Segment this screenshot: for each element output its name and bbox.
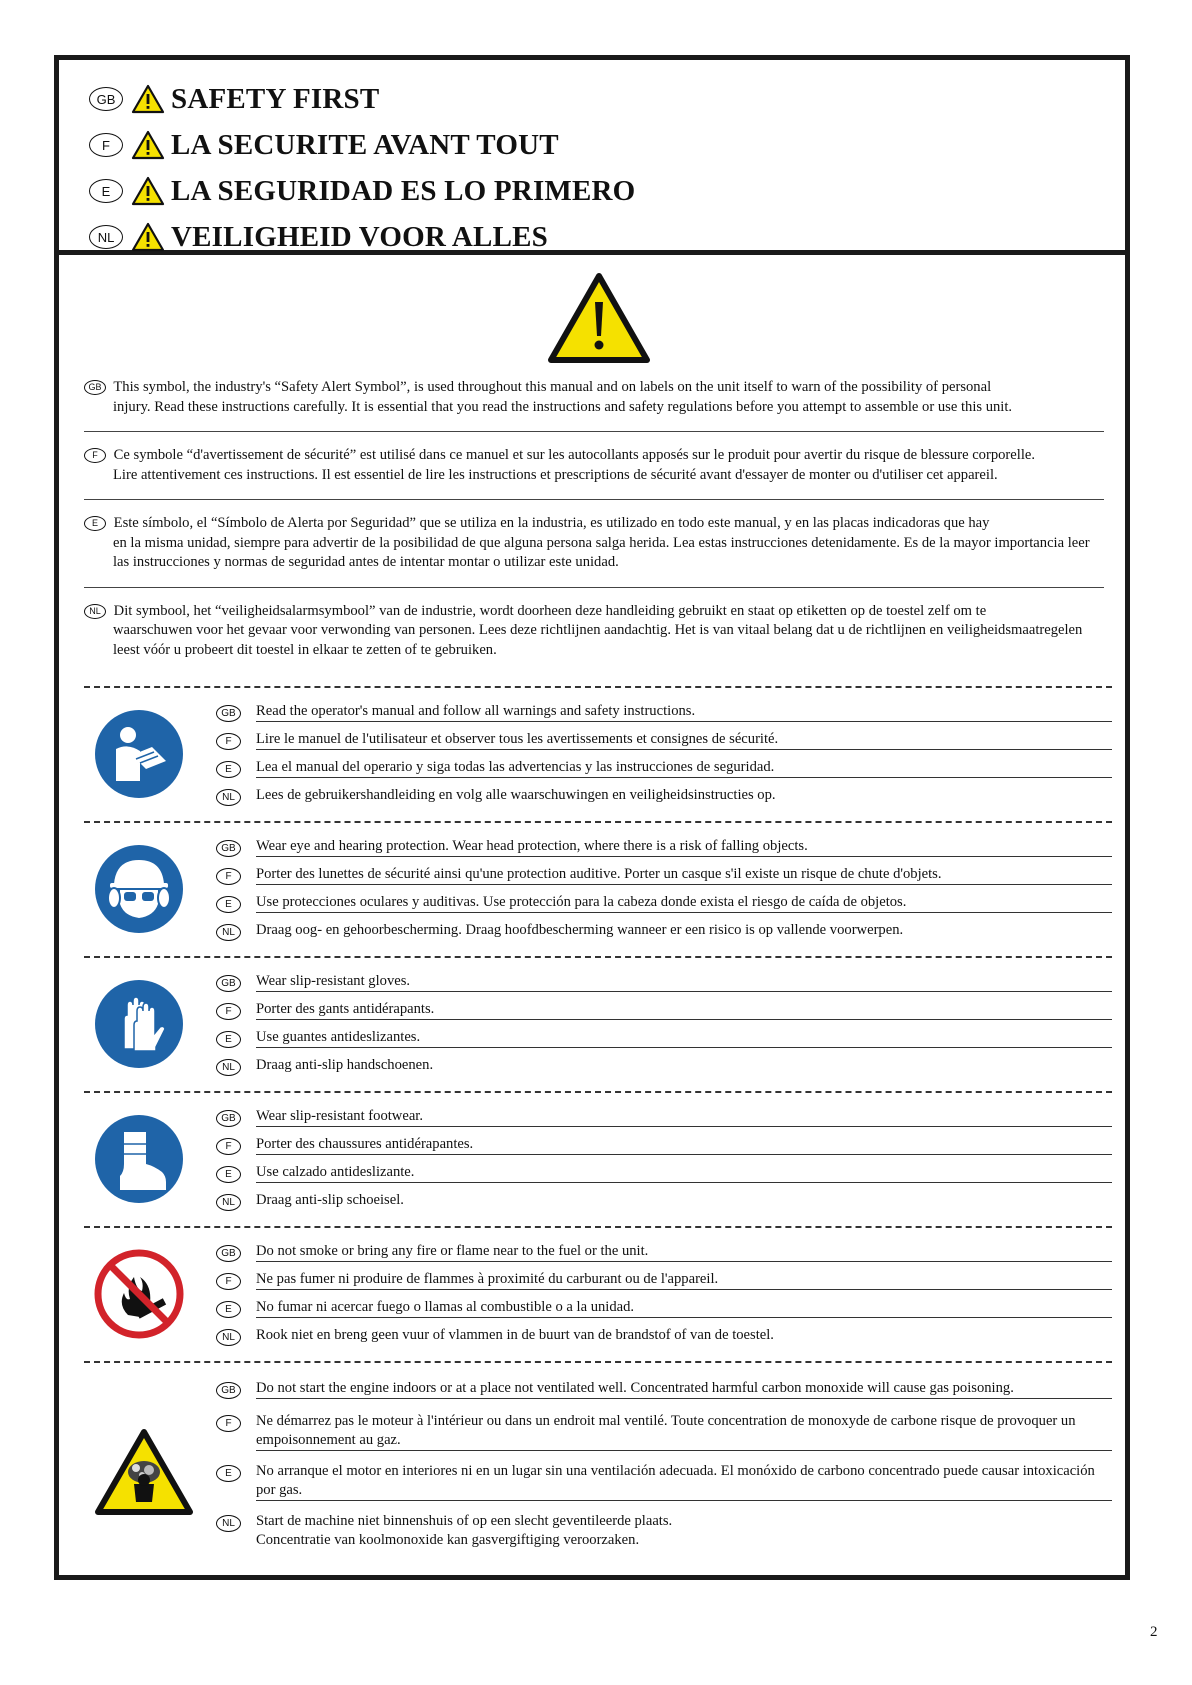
divider (84, 499, 1104, 500)
instruction-row-nl (216, 918, 1112, 946)
instruction-text: Rook niet en breng geen vuur of vlammen in de buurt van de brandstof of van de toestel. (256, 1327, 774, 1343)
divider (84, 431, 1104, 432)
instruction-row-e (216, 1025, 1112, 1053)
title-gb (89, 76, 1125, 122)
lang-badge-gb: GB (216, 1110, 241, 1127)
instruction-row-nl (216, 783, 1112, 811)
instruction-row-gb (216, 834, 1112, 862)
instruction-row-e (216, 755, 1112, 783)
safety-section-protection (84, 834, 1112, 946)
instruction-row-nl (216, 1506, 1112, 1556)
instruction-rows (216, 834, 1112, 946)
instruction-text: No fumar ni acercar fuego o llamas al combustible o a la unidad. (256, 1295, 1112, 1318)
lang-badge-f: F (216, 1273, 241, 1290)
lang-badge-f: F (84, 448, 106, 463)
instruction-row-nl (216, 1053, 1112, 1081)
title-text: LA SECURITE AVANT TOUT (171, 128, 559, 161)
title-text: VEILIGHEID VOOR ALLES (171, 220, 548, 253)
lang-badge-e: E (216, 1031, 241, 1048)
instruction-line: Concentratie van koolmonoxide kan gasvergiftiging veroorzaken. (256, 1532, 640, 1548)
safety-section-gloves (84, 969, 1112, 1081)
lang-badge-e: E (216, 896, 241, 913)
instruction-row-nl (216, 1188, 1112, 1216)
instruction-text: Lire le manuel de l'utilisateur et observer tous les avertissements et consignes de sécurité. (256, 727, 1112, 750)
title-nl (89, 214, 1125, 260)
dashed-divider (84, 686, 1112, 688)
lang-badge-nl: NL (84, 604, 106, 619)
lang-badge-e: E (89, 179, 123, 203)
instruction-row-e (216, 890, 1112, 918)
lang-badge-e: E (216, 761, 241, 778)
page-number: 2 (1150, 1624, 1158, 1640)
safety-section-no-fire (84, 1239, 1112, 1351)
intro-line: Este símbolo, el “Símbolo de Alerta por Seguridad” que se utiliza en la industria, es utilizado en todo este manual, y en las placas indicadoras que hay (113, 515, 990, 531)
instruction-row-f (216, 997, 1112, 1025)
title-text: SAFETY FIRST (171, 82, 380, 115)
instruction-rows (216, 1376, 1112, 1556)
instruction-text: No arranque el motor en interiores ni en un lugar sin una ventilación adecuada. El monóxido de carbono concentrado puede causar intoxicación por gas. (256, 1459, 1112, 1501)
intro-rest: waarschuwen voor het gevaar voor verwonding van personen. Lees deze richtlijnen aandachtig. Het is van vitaal belang dat u de richtlijnen en veiligheidsmaatregelen leest vóór u probeert dit toestel in elkaar te zetten of te gebruiken. (113, 622, 1083, 658)
lang-badge-nl: NL (216, 789, 241, 806)
dashed-divider (84, 1226, 1112, 1228)
lang-badge-f: F (216, 868, 241, 885)
lang-badge-e: E (216, 1465, 241, 1482)
instruction-text: Use protecciones oculares y auditivas. Use protección para la cabeza donde exista el riesgo de caída de objetos. (256, 890, 1112, 913)
instruction-row-gb (216, 1376, 1112, 1406)
intro-rest: injury. Read these instructions carefully. It is essential that you read the instructions and safety regulations before you attempt to assemble or use this unit. (113, 398, 1013, 415)
warning-triangle-icon (131, 176, 165, 206)
safety-alert-symbol-icon (547, 272, 651, 364)
instruction-row-gb (216, 1104, 1112, 1132)
instruction-row-f (216, 727, 1112, 755)
instruction-row-gb (216, 969, 1112, 997)
instruction-text: Wear slip-resistant gloves. (256, 969, 1112, 992)
lang-badge-gb: GB (216, 705, 241, 722)
intro-paragraphs (84, 378, 1104, 674)
head-eye-ear-protection-icon (94, 844, 184, 934)
instruction-rows (216, 1239, 1112, 1351)
lang-badge-nl: NL (216, 1515, 241, 1532)
intro-line: This symbol, the industry's “Safety Alert Symbol”, is used throughout this manual and on labels on the unit itself to warn of the possibility of personal (113, 379, 992, 395)
title-block (59, 60, 1125, 255)
lang-badge-nl: NL (216, 1059, 241, 1076)
instruction-line: Start de machine niet binnenshuis of op een slecht geventileerde plaats. (256, 1513, 673, 1529)
instruction-text: Lees de gebruikershandleiding en volg alle waarschuwingen en veiligheidsinstructies op. (256, 787, 776, 803)
instruction-text: Wear slip-resistant footwear. (256, 1104, 1112, 1127)
lang-badge-gb: GB (216, 840, 241, 857)
instruction-row-f (216, 862, 1112, 890)
title-text: LA SEGURIDAD ES LO PRIMERO (171, 174, 636, 207)
dashed-divider (84, 821, 1112, 823)
lang-badge-gb: GB (89, 87, 123, 111)
dashed-divider (84, 956, 1112, 958)
instruction-rows (216, 1104, 1112, 1216)
intro-line: Dit symbool, het “veiligheidsalarmsymbool” van de industrie, wordt doorheen deze handleiding gebruikt en staat op etiketten op de toestel zelf om te (113, 602, 987, 619)
intro-paragraph-nl (84, 602, 1104, 675)
instruction-row-e (216, 1456, 1112, 1506)
instruction-row-f (216, 1132, 1112, 1160)
instruction-text: Use calzado antideslizante. (256, 1160, 1112, 1183)
instruction-text: Draag anti-slip schoeisel. (256, 1192, 404, 1208)
read-manual-icon (94, 709, 184, 799)
lang-badge-gb: GB (216, 1245, 241, 1262)
lang-badge-e: E (216, 1301, 241, 1318)
instruction-row-e (216, 1160, 1112, 1188)
toxic-gas-warning-icon (94, 1428, 194, 1516)
instruction-row-f (216, 1406, 1112, 1456)
lang-badge-gb: GB (84, 380, 106, 395)
lang-badge-nl: NL (89, 225, 123, 249)
instruction-text: Lea el manual del operario y siga todas las advertencias y las instrucciones de seguridad. (256, 755, 1112, 778)
safety-section-carbon-monoxide (84, 1376, 1112, 1566)
warning-triangle-icon (131, 130, 165, 160)
instruction-text: Use guantes antideslizantes. (256, 1025, 1112, 1048)
instruction-text: Draag anti-slip handschoenen. (256, 1057, 434, 1073)
divider (84, 587, 1104, 588)
instruction-rows (216, 699, 1112, 811)
safety-section-read-manual (84, 699, 1112, 811)
instruction-text: Ne pas fumer ni produire de flammes à proximité du carburant ou de l'appareil. (256, 1267, 1112, 1290)
no-smoking-no-fire-icon (94, 1249, 184, 1339)
instruction-row-e (216, 1295, 1112, 1323)
instruction-text: Draag oog- en gehoorbescherming. Draag hoofdbescherming wanneer er een risico is op vallende voorwerpen. (256, 922, 904, 938)
lang-badge-e: E (84, 516, 106, 531)
instruction-row-gb (216, 1239, 1112, 1267)
lang-badge-gb: GB (216, 1382, 241, 1399)
lang-badge-gb: GB (216, 975, 241, 992)
lang-badge-f: F (216, 1138, 241, 1155)
intro-line: Ce symbole “d'avertissement de sécurité” est utilisé dans ce manuel et sur les autocollants apposés sur le produit pour avertir du risque de blessure corporelle. (113, 447, 1036, 463)
lang-badge-f: F (216, 733, 241, 750)
intro-paragraph-e (84, 514, 1104, 587)
lang-badge-nl: NL (216, 924, 241, 941)
dashed-divider (84, 1091, 1112, 1093)
lang-badge-f: F (89, 133, 123, 157)
instruction-row-nl (216, 1323, 1112, 1351)
title-e (89, 168, 1125, 214)
instruction-rows (216, 969, 1112, 1081)
lang-badge-f: F (216, 1415, 241, 1432)
intro-rest: en la misma unidad, siempre para advertir de la posibilidad de que alguna persona salga herida. Lea estas instrucciones detenidamente. Es de la mayor importancia leer las instrucciones y normas de seguridad antes de intentar montar o utilizar este unidad. (113, 534, 1090, 570)
lang-badge-f: F (216, 1003, 241, 1020)
gloves-icon (94, 979, 184, 1069)
instruction-text: Porter des lunettes de sécurité ainsi qu'une protection auditive. Porter un casque s'il existe un risque de chute d'objets. (256, 862, 1112, 885)
lang-badge-nl: NL (216, 1329, 241, 1346)
intro-paragraph-gb (84, 378, 1104, 431)
intro-rest: Lire attentivement ces instructions. Il est essentiel de lire les instructions et prescriptions de sécurité avant d'essayer de monter ou d'utiliser cet appareil. (113, 466, 998, 483)
instruction-text: Do not smoke or bring any fire or flame near to the fuel or the unit. (256, 1239, 1112, 1262)
instruction-text: Read the operator's manual and follow all warnings and safety instructions. (256, 699, 1112, 722)
title-f (89, 122, 1125, 168)
instruction-text: Wear eye and hearing protection. Wear head protection, where there is a risk of falling objects. (256, 834, 1112, 857)
warning-triangle-icon (131, 84, 165, 114)
lang-badge-e: E (216, 1166, 241, 1183)
safety-section-footwear (84, 1104, 1112, 1216)
lang-badge-nl: NL (216, 1194, 241, 1211)
instruction-text: Porter des chaussures antidérapantes. (256, 1132, 1112, 1155)
instruction-text: Ne démarrez pas le moteur à l'intérieur ou dans un endroit mal ventilé. Toute concentration de monoxyde de carbone risque de provoquer un empoisonnement au gaz. (256, 1409, 1112, 1451)
instruction-text: Porter des gants antidérapants. (256, 997, 1112, 1020)
safety-boot-icon (94, 1114, 184, 1204)
instruction-text (256, 1509, 1112, 1550)
warning-triangle-icon (131, 222, 165, 252)
instruction-row-gb (216, 699, 1112, 727)
instruction-text: Do not start the engine indoors or at a place not ventilated well. Concentrated harmful carbon monoxide will cause gas poisoning. (256, 1376, 1112, 1399)
instruction-row-f (216, 1267, 1112, 1295)
intro-paragraph-f (84, 446, 1104, 499)
dashed-divider (84, 1361, 1112, 1363)
